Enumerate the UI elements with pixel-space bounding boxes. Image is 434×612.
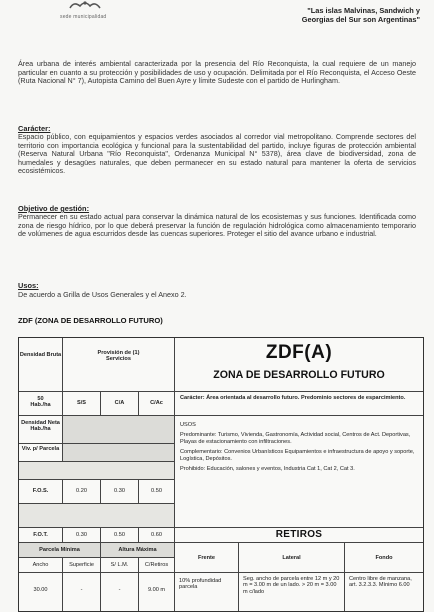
municipal-logo-icon [68, 0, 102, 10]
usos-paragraph: De acuerdo a Grilla de Usos Generales y el Anexo 2. [18, 290, 187, 299]
col-ca: C/A [101, 392, 139, 416]
fot-label: F.O.T. [19, 528, 63, 543]
zdf-heading: ZDF (ZONA DE DESARROLLO FUTURO) [18, 316, 163, 325]
fos-ca: 0.30 [101, 480, 139, 504]
usos-prohibido: Prohibido: Educación, salones y eventos, Industria Cat 1, Cat 2, Cat 3. [180, 466, 355, 473]
usos-cell [175, 416, 423, 528]
motto-line-2: Georgias del Sur son Argentinas" [301, 15, 420, 24]
densidad-neta-label: Densidad Neta Hab./ha [19, 416, 63, 444]
hab-cell [19, 392, 63, 416]
zone-table [18, 337, 424, 612]
hab-unit: Hab./ha [30, 402, 51, 409]
slm-header: S/ L.M. [101, 558, 139, 573]
viv-parcela-label: Viv. p/ Parcela [19, 444, 63, 462]
zone-title-cell [175, 338, 423, 392]
parcela-minima-header: Parcela Mínima [19, 543, 101, 558]
slm-value: - [101, 573, 139, 611]
zone-code: ZDF(A) [265, 342, 333, 363]
col-cao: C/Ac [139, 392, 175, 416]
zone-name: ZONA DE DESARROLLO FUTURO [213, 369, 385, 381]
table-caracter-text: Área orientada al desarrollo futuro. Predominio sectores de esparcimiento. [206, 395, 406, 401]
fot-ss: 0.30 [63, 528, 101, 543]
altura-maxima-header: Altura Máxima [101, 543, 175, 558]
cretiros-value: 9.00 m [139, 573, 175, 611]
superficie-value: - [63, 573, 101, 611]
densidad-neta-empty [63, 416, 175, 444]
provision-header: Provisión de (1) Servicios [63, 338, 175, 392]
usos-complementario: Complementario: Convenios Urbanísticos Equipamientos e infraestructura de apoyo y soporte, Logística, Depósitos. [180, 449, 415, 462]
usos-heading: Usos: [18, 281, 39, 290]
retiros-header: RETIROS [175, 528, 423, 543]
malvinas-motto [220, 6, 420, 24]
fos-cao: 0.50 [139, 480, 175, 504]
frente-header: Frente [175, 543, 239, 573]
motto-line-1: "Las islas Malvinas, Sandwich y [307, 6, 420, 15]
viv-parcela-empty [63, 444, 175, 462]
logo-caption: sede municipalidad [60, 14, 107, 20]
hab-value: 50 [37, 396, 44, 402]
lateral-header: Lateral [239, 543, 345, 573]
blank-row-2 [19, 504, 175, 528]
fondo-header: Fondo [345, 543, 423, 573]
municipal-logo [60, 0, 120, 30]
usos-predominante: Predominante: Turismo, Vivienda, Gastronomía, Actividad social, Centros de Act. Deportivas, Playas de estacionamiento con infiltraciones. [180, 432, 411, 445]
objetivo-paragraph: Permanecer en su estado actual para conservar la dinámica natural de los ecosistemas y sus funciones. Identificada como zona de riesgo hídrico, por lo que deberá preservar la función de regulación hidrológica como almacenamiento temporario de volúmenes de agua escurridos desde las cuencas superiores. Proteger el sitio del avance urbano e industrial. [18, 212, 416, 239]
table-usos-label: USOS [180, 422, 196, 428]
densidad-bruta-header: Densidad Bruta [19, 338, 63, 392]
table-caracter-label: Carácter: [180, 395, 205, 401]
caracter-heading: Carácter: [18, 124, 51, 133]
fot-cao: 0.60 [139, 528, 175, 543]
ancho-value: 30.00 [19, 573, 63, 611]
caracter-cell [175, 392, 423, 416]
ancho-header: Ancho [19, 558, 63, 573]
blank-row [19, 462, 175, 480]
superficie-header: Superficie [63, 558, 101, 573]
frente-value: 10% profundidad parcela [175, 573, 239, 611]
intro-paragraph: Área urbana de interés ambiental caracterizada por la presencia del Río Reconquista, la cual requiere de un manejo particular en cuanto a su protección y posibilidades de uso y ocupación. Delimitada por el Río Reconquista, el Acceso Oeste (Ruta Nacional N° 7), Autopista Camino del Buen Ayre y límite Sudeste con el partido de Hurlingham. [18, 59, 416, 86]
fos-ss: 0.20 [63, 480, 101, 504]
objetivo-heading: Objetivo de gestión: [18, 204, 90, 213]
fot-ca: 0.50 [101, 528, 139, 543]
col-ss: S/S [63, 392, 101, 416]
cretiros-header: C/Retiros [139, 558, 175, 573]
caracter-paragraph: Espacio público, con equipamientos y espacios verdes asociados al corredor vial metropolitano. Comprende sectores del territorio con importancia ecológica y funcional para la sustentabilidad del partido, incluye figuras de protección ambiental (Reserva Natural Urbana "Río Reconquista", Ordenanza Municipal N° 5378), área clave de biodiversidad, zona de humedales y desagües naturales, que deben permanecer en su estado natural para mantener la oferta de servicios ecosistémicos. [18, 132, 416, 176]
fos-label: F.O.S. [19, 480, 63, 504]
fondo-value: Centro libre de manzana, art. 3.2.3.3. Mínimo 6.00 [349, 576, 412, 589]
lateral-value: Seg. ancho de parcela entre 12 m y 20 m = 3.00 m de un lado. > 20 m = 3.00 m c/lado [239, 573, 345, 611]
